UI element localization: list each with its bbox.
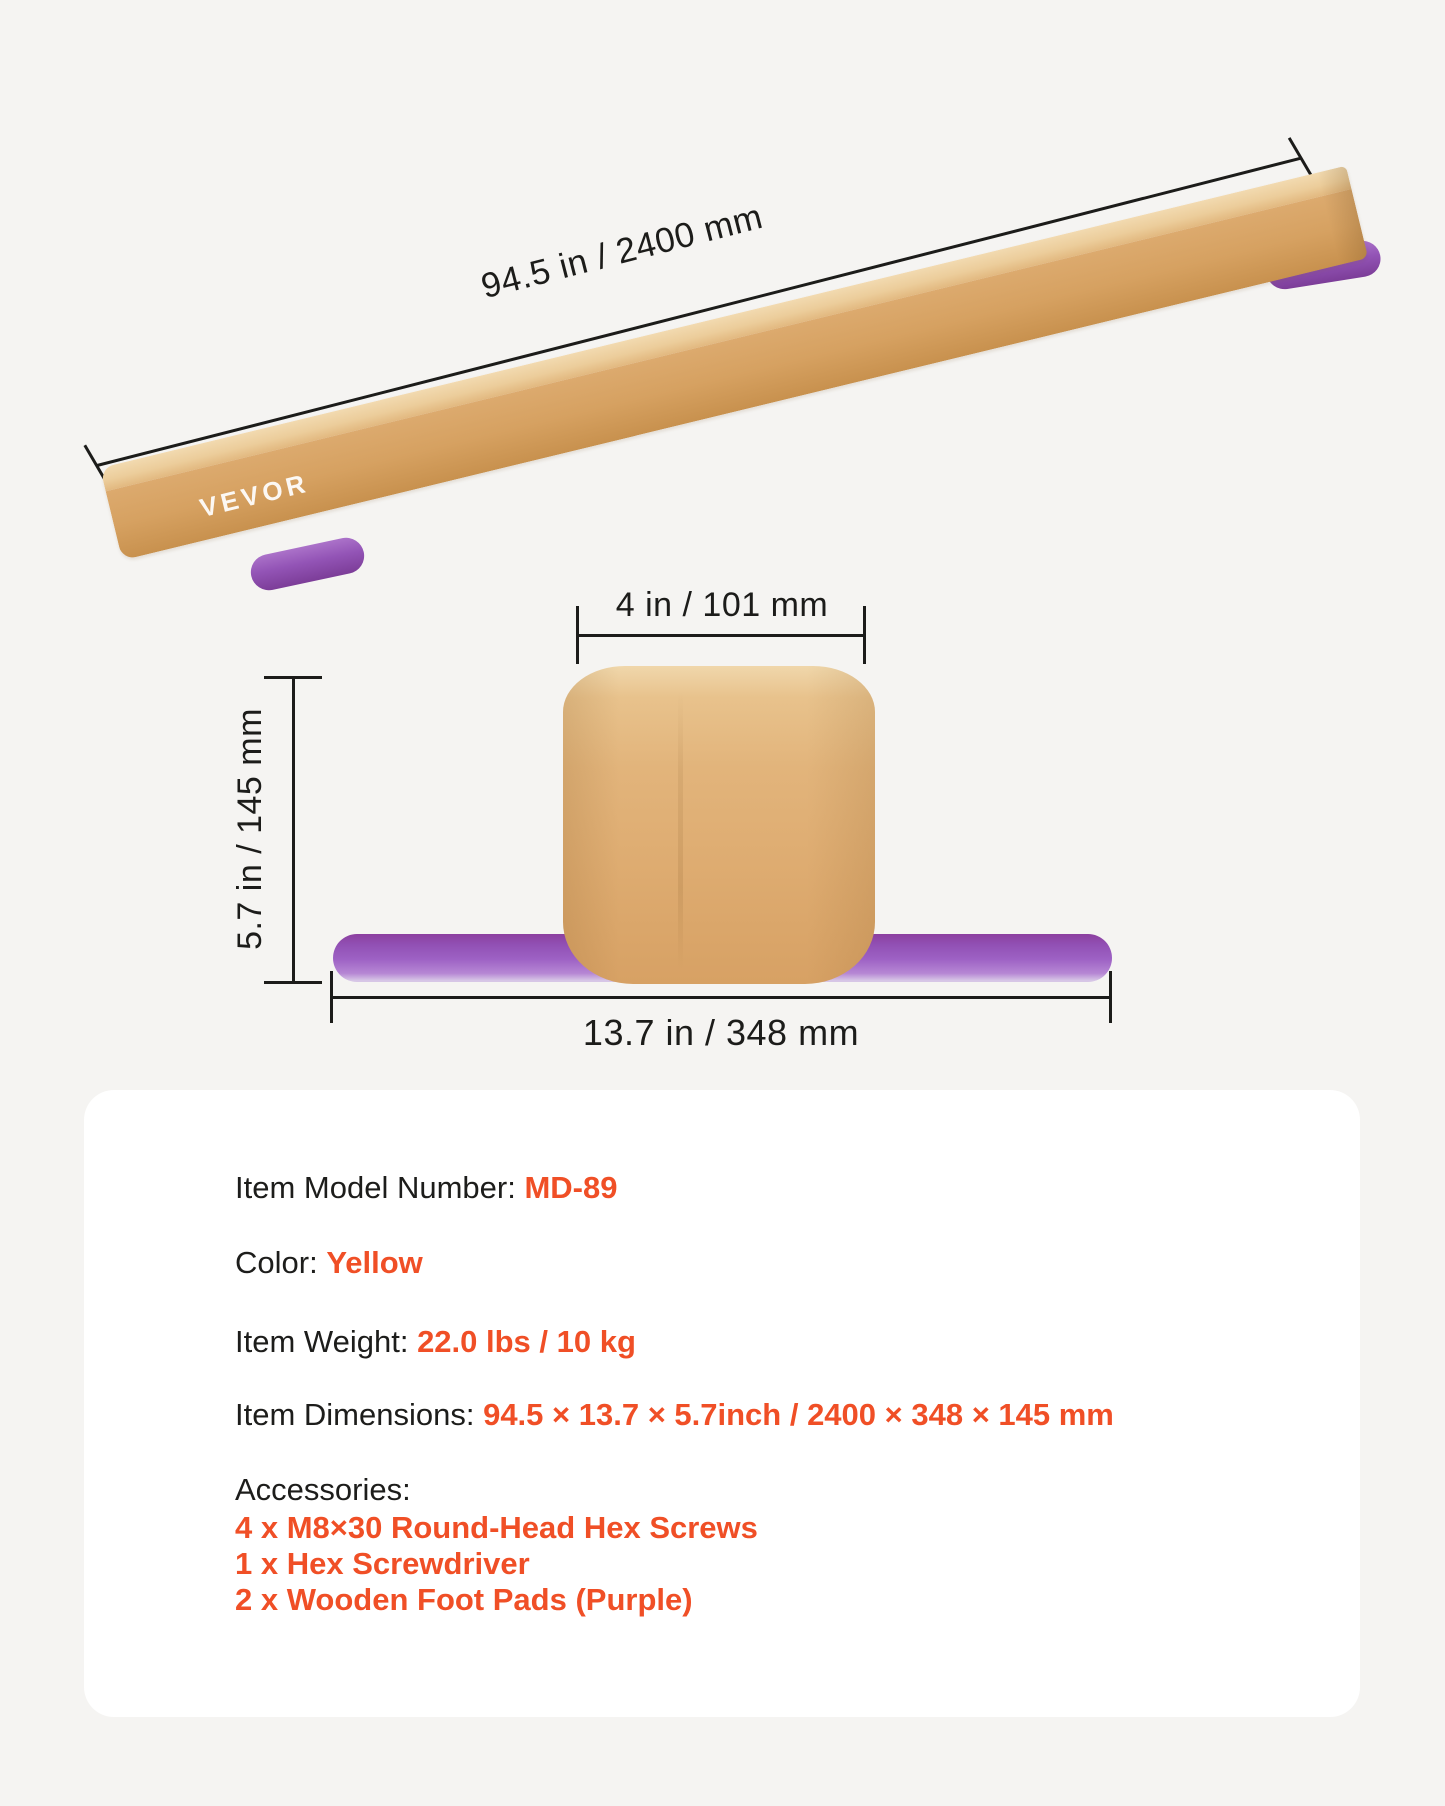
spec-label: Item Model Number: (235, 1170, 525, 1205)
dimension-tick (264, 981, 322, 984)
top-width-dimension-line (577, 634, 865, 637)
spec-row-dimensions (235, 1397, 1114, 1433)
spec-label: Item Weight: (235, 1324, 418, 1359)
accessory-item: 4 x M8×30 Round-Head Hex Screws (235, 1510, 758, 1545)
spec-label: Color: (235, 1245, 327, 1280)
length-dimension-label: 94.5 in / 2400 mm (477, 196, 767, 307)
beam-foot-pad-left (248, 534, 368, 593)
spec-value: Yellow (326, 1245, 423, 1280)
accessory-item: 1 x Hex Screwdriver (235, 1546, 530, 1581)
base-width-dimension-label: 13.7 in / 348 mm (582, 1012, 860, 1053)
spec-value: MD-89 (524, 1170, 618, 1205)
height-dimension-line (292, 677, 295, 983)
dimension-tick (1109, 971, 1112, 1023)
spec-row-model (235, 1170, 617, 1206)
cross-section-beam (563, 666, 875, 984)
spec-row-color (235, 1245, 423, 1281)
spec-value: 22.0 lbs / 10 kg (417, 1324, 636, 1359)
beam-front-surface (106, 189, 1369, 560)
base-width-dimension-line (331, 996, 1111, 999)
height-dimension-label: 5.7 in / 145 mm (231, 708, 269, 950)
vevor-logo: VEVOR (196, 467, 312, 524)
spec-row-weight (235, 1324, 636, 1360)
accessory-item: 2 x Wooden Foot Pads (Purple) (235, 1582, 693, 1617)
accessories-heading: Accessories: (235, 1472, 411, 1507)
dimension-tick (1288, 137, 1314, 178)
dimension-tick (330, 971, 333, 1023)
dimension-tick (863, 606, 866, 664)
specifications-card (84, 1090, 1360, 1717)
spec-label: Item Dimensions: (235, 1397, 484, 1432)
top-width-dimension-label: 4 in / 101 mm (615, 586, 829, 624)
dimension-tick (576, 606, 579, 664)
spec-value: 94.5 × 13.7 × 5.7inch / 2400 × 348 × 145 mm (483, 1397, 1114, 1432)
dimension-tick (264, 676, 322, 679)
accessories-list (235, 1510, 758, 1618)
